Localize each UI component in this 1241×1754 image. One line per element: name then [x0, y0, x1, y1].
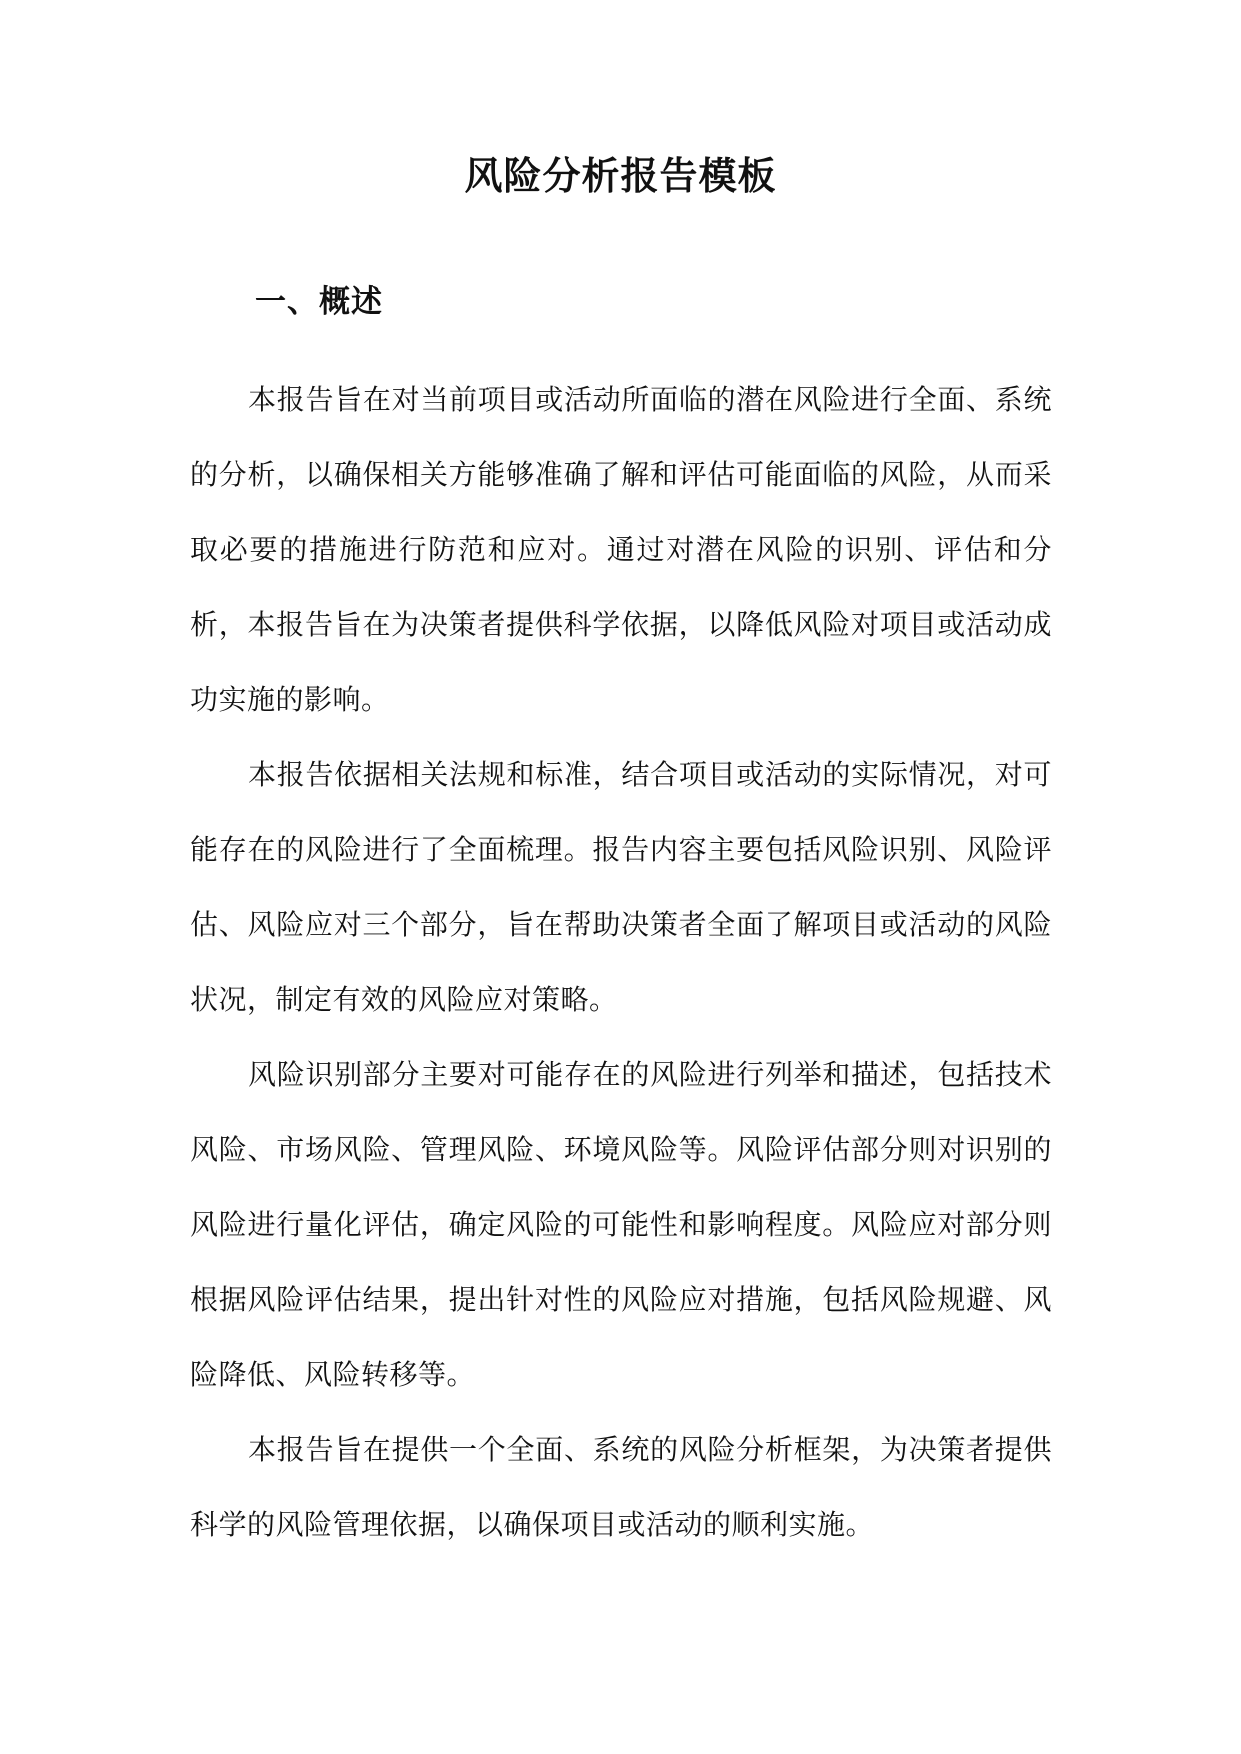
paragraph: 本报告旨在提供一个全面、系统的风险分析框架，为决策者提供科学的风险管理依据，以确保项目或活动的顺利实施。 [190, 1433, 1052, 1541]
paragraph: 本报告依据相关法规和标准，结合项目或活动的实际情况，对可能存在的风险进行了全面梳理。报告内容主要包括风险识别、风险评估、风险应对三个部分，旨在帮助决策者全面了解项目或活动的风险状况，制定有效的风险应对策略。 [190, 758, 1052, 1016]
document-title: 风险分析报告模板 [464, 153, 777, 198]
section-body [190, 362, 1052, 1562]
paragraph: 风险识别部分主要对可能存在的风险进行列举和描述，包括技术风险、市场风险、管理风险、环境风险等。风险评估部分则对识别的风险进行量化评估，确定风险的可能性和影响程度。风险应对部分则根据风险评估结果，提出针对性的风险应对措施，包括风险规避、风险降低、风险转移等。 [190, 1058, 1052, 1391]
paragraph: 本报告旨在对当前项目或活动所面临的潜在风险进行全面、系统的分析，以确保相关方能够准确了解和评估可能面临的风险，从而采取必要的措施进行防范和应对。通过对潜在风险的识别、评估和分析，本报告旨在为决策者提供科学依据，以降低风险对项目或活动成功实施的影响。 [190, 383, 1052, 716]
section-heading: 一、概述 [255, 284, 383, 320]
